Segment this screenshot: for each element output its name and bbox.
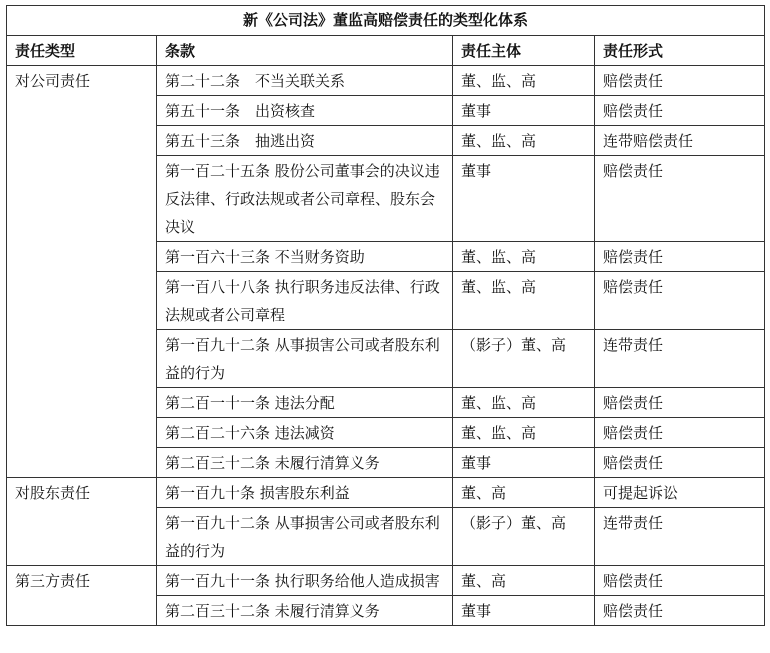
liability-type-cell: 对股东责任 xyxy=(7,478,157,566)
form-cell: 赔偿责任 xyxy=(595,566,765,596)
form-cell: 赔偿责任 xyxy=(595,272,765,330)
form-cell: 赔偿责任 xyxy=(595,66,765,96)
clause-cell: 第一百九十二条 从事损害公司或者股东利益的行为 xyxy=(157,330,453,388)
subject-cell: 董、监、高 xyxy=(453,388,595,418)
liability-table xyxy=(6,5,765,626)
header-row xyxy=(7,36,765,66)
liability-table-container xyxy=(6,5,765,626)
header-liability-form: 责任形式 xyxy=(595,36,765,66)
subject-cell: 董、监、高 xyxy=(453,242,595,272)
table-row xyxy=(7,478,765,508)
form-cell: 连带责任 xyxy=(595,330,765,388)
subject-cell: 董事 xyxy=(453,596,595,626)
clause-cell: 第二百一十一条 违法分配 xyxy=(157,388,453,418)
subject-cell: 董、高 xyxy=(453,478,595,508)
form-cell: 连带赔偿责任 xyxy=(595,126,765,156)
clause-cell: 第五十一条 出资核查 xyxy=(157,96,453,126)
subject-cell: 董事 xyxy=(453,448,595,478)
form-cell: 赔偿责任 xyxy=(595,388,765,418)
subject-cell: （影子）董、高 xyxy=(453,330,595,388)
subject-cell: 董事 xyxy=(453,156,595,242)
table-row xyxy=(7,566,765,596)
form-cell: 赔偿责任 xyxy=(595,96,765,126)
clause-cell: 第一百六十三条 不当财务资助 xyxy=(157,242,453,272)
clause-cell: 第五十三条 抽逃出资 xyxy=(157,126,453,156)
subject-cell: （影子）董、高 xyxy=(453,508,595,566)
form-cell: 赔偿责任 xyxy=(595,448,765,478)
clause-cell: 第一百九十二条 从事损害公司或者股东利益的行为 xyxy=(157,508,453,566)
form-cell: 可提起诉讼 xyxy=(595,478,765,508)
clause-cell: 第一百二十五条 股份公司董事会的决议违反法律、行政法规或者公司章程、股东会决议 xyxy=(157,156,453,242)
form-cell: 赔偿责任 xyxy=(595,242,765,272)
subject-cell: 董事 xyxy=(453,96,595,126)
header-liable-subject: 责任主体 xyxy=(453,36,595,66)
subject-cell: 董、监、高 xyxy=(453,126,595,156)
clause-cell: 第二十二条 不当关联关系 xyxy=(157,66,453,96)
clause-cell: 第一百八十八条 执行职务违反法律、行政法规或者公司章程 xyxy=(157,272,453,330)
form-cell: 赔偿责任 xyxy=(595,418,765,448)
header-liability-type: 责任类型 xyxy=(7,36,157,66)
form-cell: 赔偿责任 xyxy=(595,596,765,626)
clause-cell: 第二百二十六条 违法减资 xyxy=(157,418,453,448)
form-cell: 连带责任 xyxy=(595,508,765,566)
subject-cell: 董、监、高 xyxy=(453,418,595,448)
subject-cell: 董、监、高 xyxy=(453,272,595,330)
clause-cell: 第二百三十二条 未履行清算义务 xyxy=(157,448,453,478)
table-row xyxy=(7,66,765,96)
form-cell: 赔偿责任 xyxy=(595,156,765,242)
subject-cell: 董、高 xyxy=(453,566,595,596)
subject-cell: 董、监、高 xyxy=(453,66,595,96)
header-clause: 条款 xyxy=(157,36,453,66)
table-title: 新《公司法》董监高赔偿责任的类型化体系 xyxy=(7,6,765,36)
liability-type-cell: 第三方责任 xyxy=(7,566,157,626)
clause-cell: 第二百三十二条 未履行清算义务 xyxy=(157,596,453,626)
clause-cell: 第一百九十条 损害股东利益 xyxy=(157,478,453,508)
clause-cell: 第一百九十一条 执行职务给他人造成损害 xyxy=(157,566,453,596)
liability-type-cell: 对公司责任 xyxy=(7,66,157,478)
